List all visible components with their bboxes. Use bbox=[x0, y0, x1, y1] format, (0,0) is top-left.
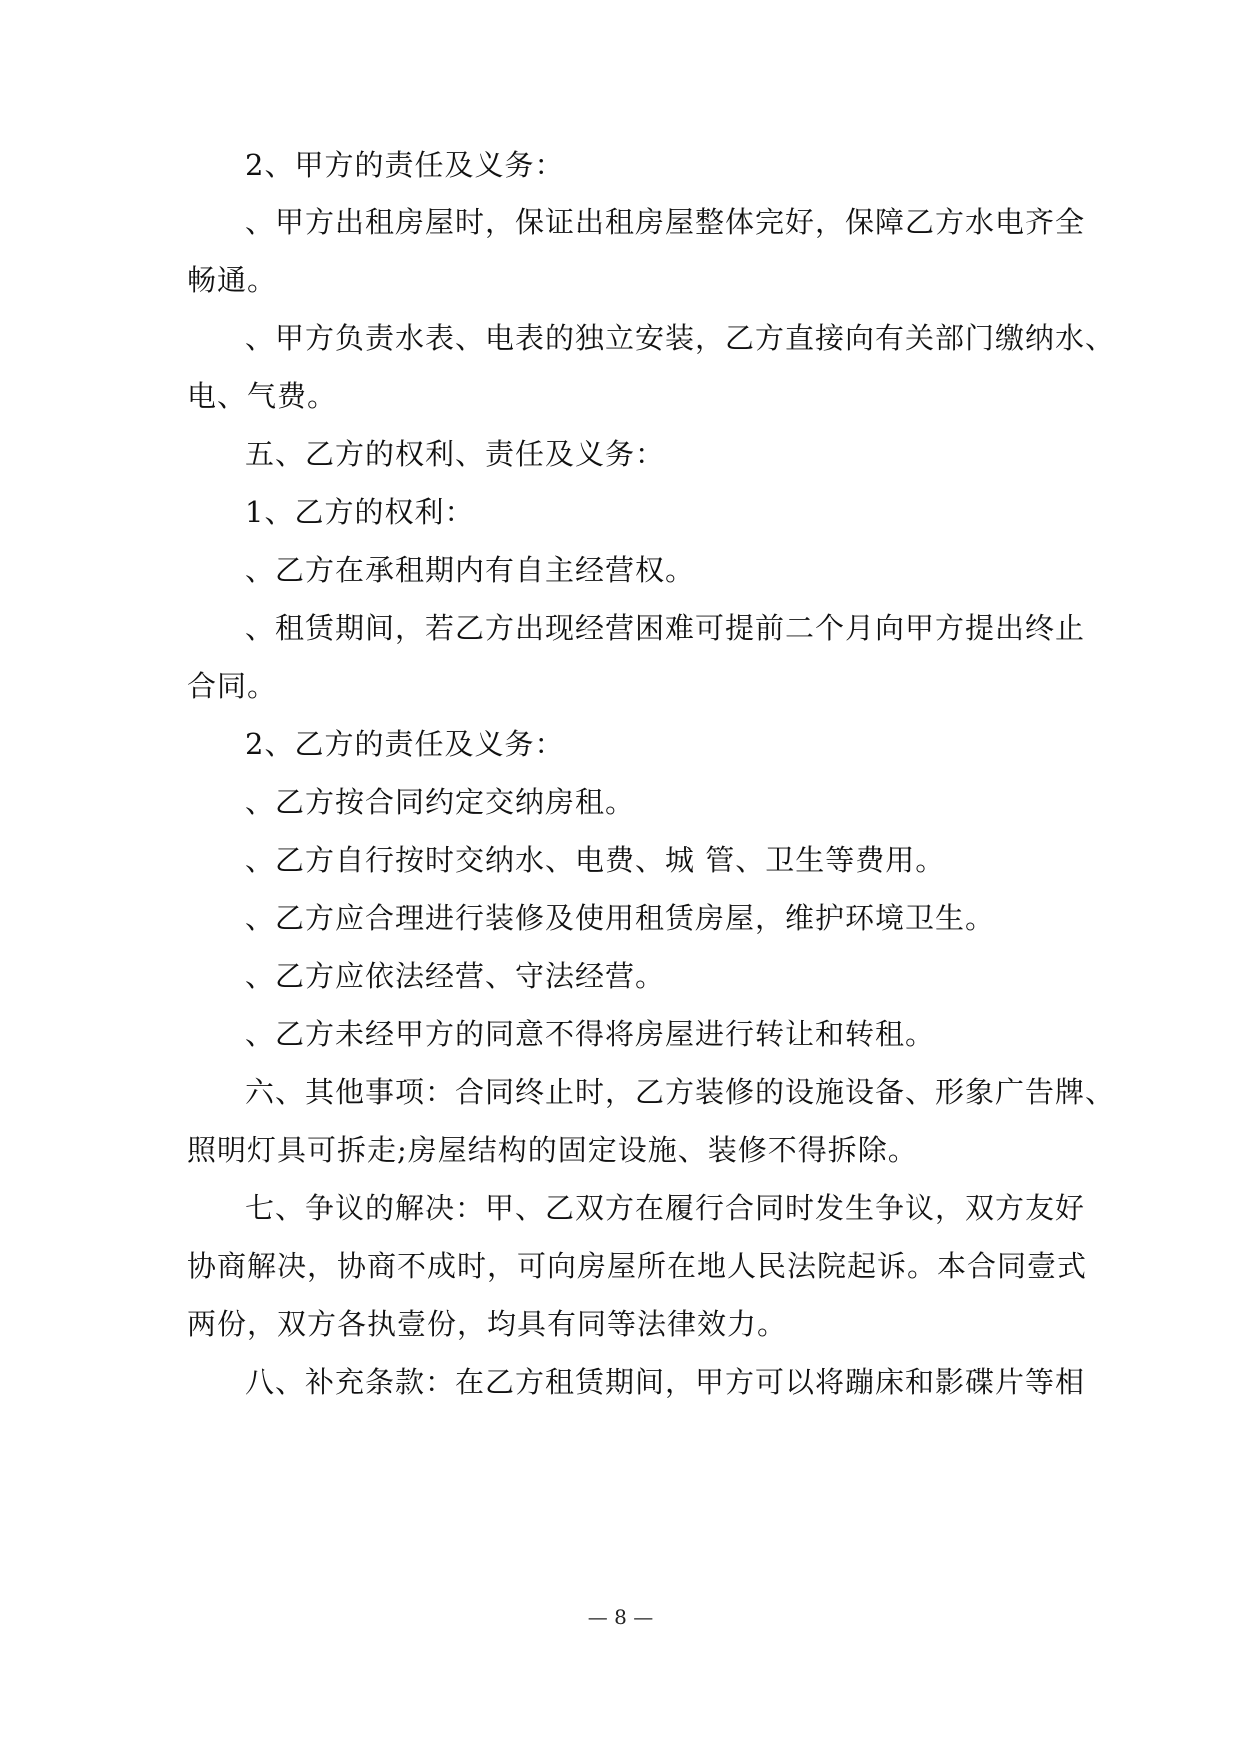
paragraph-line: 、乙方在承租期内有自主经营权。 bbox=[245, 553, 696, 587]
paragraph-line: 、乙方按合同约定交纳房租。 bbox=[245, 785, 636, 819]
paragraph-line: 畅通。 bbox=[187, 263, 278, 297]
paragraph-line: 、乙方未经甲方的同意不得将房屋进行转让和转租。 bbox=[245, 1017, 936, 1051]
section-heading-party-b: 五、乙方的权利、责任及义务： bbox=[245, 437, 666, 471]
paragraph-line: 协商解决，协商不成时，可向房屋所在地人民法院起诉。本合同壹式 bbox=[187, 1249, 1088, 1283]
paragraph-line: 、甲方负责水表、电表的独立安装，乙方直接向有关部门缴纳水、 bbox=[245, 321, 1116, 355]
paragraph-line: 电、气费。 bbox=[187, 379, 338, 413]
page-number: — 8 — bbox=[587, 1605, 654, 1629]
paragraph-line: 、乙方应依法经营、守法经营。 bbox=[245, 959, 666, 993]
paragraph-line: 两份，双方各执壹份，均具有同等法律效力。 bbox=[187, 1307, 788, 1341]
paragraph-line: 、租赁期间，若乙方出现经营困难可提前二个月向甲方提出终止 bbox=[245, 611, 1086, 645]
section-other-matters: 六、其他事项：合同终止时，乙方装修的设施设备、形象广告牌、 bbox=[245, 1075, 1116, 1109]
subsection-heading-party-b-duties: 2、乙方的责任及义务： bbox=[245, 727, 565, 761]
paragraph-line: 、乙方自行按时交纳水、电费、城 管、卫生等费用。 bbox=[245, 843, 946, 877]
paragraph-line: 、乙方应合理进行装修及使用租赁房屋，维护环境卫生。 bbox=[245, 901, 996, 935]
paragraph-line: 合同。 bbox=[187, 669, 278, 703]
subsection-heading-party-b-rights: 1、乙方的权利： bbox=[245, 495, 475, 529]
section-heading-party-a-duties: 2、甲方的责任及义务： bbox=[245, 148, 565, 182]
section-dispute-resolution: 七、争议的解决：甲、乙双方在履行合同时发生争议，双方友好 bbox=[245, 1191, 1086, 1225]
paragraph-line: 照明灯具可拆走;房屋结构的固定设施、装修不得拆除。 bbox=[187, 1133, 918, 1167]
section-supplementary-terms: 八、补充条款：在乙方租赁期间，甲方可以将蹦床和影碟片等相 bbox=[245, 1365, 1086, 1399]
paragraph-line: 、甲方出租房屋时，保证出租房屋整体完好，保障乙方水电齐全 bbox=[245, 205, 1086, 239]
